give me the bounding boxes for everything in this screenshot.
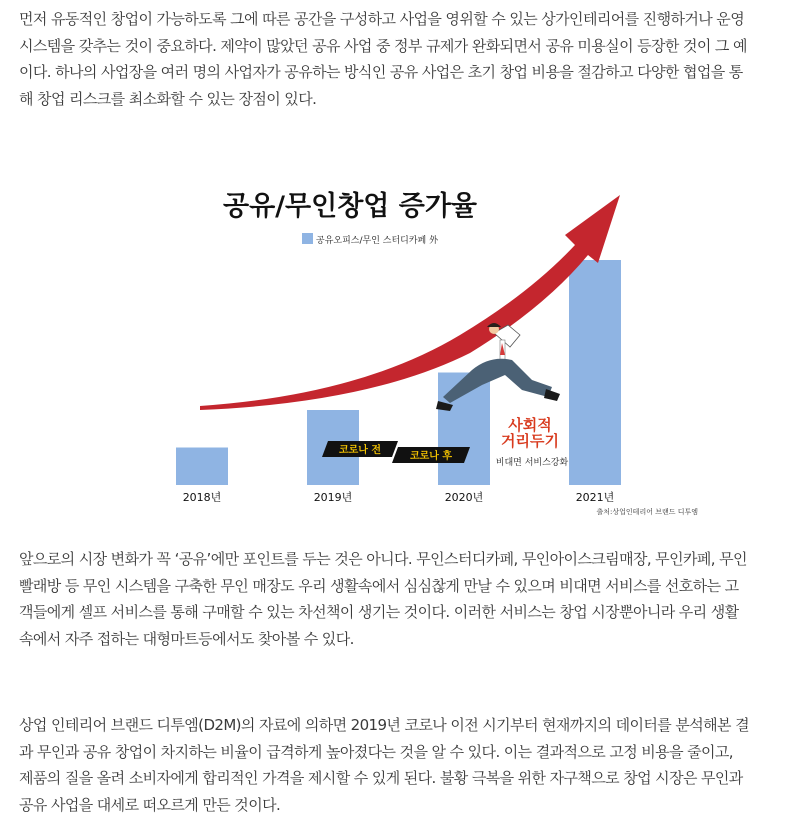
x-tick-label: 2018년 <box>182 491 222 504</box>
text-line: 공유 사업을 대세로 떠오르게 만든 것이다. <box>19 795 281 814</box>
annotation-corona-after: 코로나 후 <box>409 451 453 462</box>
text-line: 앞으로의 시장 변화가 꼭 ‘공유’에만 포인트를 두는 것은 아니다. 무인스터디카페, 무인아이스크림매장, 무인카페, 무인 <box>19 550 747 568</box>
annotation-untact: 비대면 서비스강화 <box>495 458 569 468</box>
paragraph-unmanned <box>19 546 779 652</box>
text-line: 속에서 자주 접하는 대형마트등에서도 찾아볼 수 있다. <box>19 629 354 648</box>
bar-2021년 <box>569 260 621 485</box>
legend-swatch <box>302 233 313 244</box>
text-line: 상업 인테리어 브랜드 디투엠(D2M)의 자료에 의하면 2019년 코로나 이전 시기부터 현재까지의 데이터를 분석해본 결 <box>19 716 749 734</box>
text-line: 먼저 유동적인 창업이 가능하도록 그에 따른 공간을 구성하고 사업을 영위할 수 있는 상가인테리어를 진행하거나 운영 <box>19 10 745 28</box>
growth-chart-figure <box>160 175 720 520</box>
bar-2018년 <box>176 448 228 486</box>
text-line: 시스템을 갖추는 것이 중요하다. 제약이 많았던 공유 사업 중 정부 규제가 완화되면서 공유 미용실이 등장한 것이 그 예 <box>19 36 747 55</box>
x-tick-label: 2021년 <box>575 491 615 504</box>
businessman-illustration <box>436 323 560 411</box>
text-line: 이다. 하나의 사업장을 여러 명의 사업자가 공유하는 방식인 공유 사업은 초기 창업 비용을 절감하고 다양한 협업을 통 <box>19 63 743 81</box>
text-line: 객들에게 셀프 서비스를 통해 구매할 수 있는 차선책이 생기는 것이다. 이러한 서비스는 창업 시장뿐아니라 우리 생활 <box>19 603 739 621</box>
legend-label: 공유오피스/무인 스터디카페 外 <box>316 236 439 246</box>
x-tick-label: 2020년 <box>444 491 484 504</box>
paragraph-d2m-data <box>19 712 779 818</box>
corona-after-tag <box>392 447 470 463</box>
annotation-corona-before: 코로나 전 <box>338 445 382 456</box>
text-line: 과 무인과 공유 창업이 차지하는 비율이 급격하게 높아졌다는 것을 알 수 있다. 이는 결과적으로 고정 비용을 줄이고, <box>19 742 733 761</box>
x-tick-label: 2019년 <box>313 491 353 504</box>
chart-source: 출처:상업인테리어 브랜드 디투엠 <box>596 508 698 516</box>
text-line: 제품의 질을 올려 소비자에게 합리적인 가격을 제시할 수 있게 된다. 불황 극복을 위한 자구책으로 창업 시장은 무인과 <box>19 769 743 787</box>
text-line: 빨래방 등 무인 시스템을 구축한 무인 매장도 우리 생활속에서 심심찮게 만날 수 있으며 비대면 서비스를 선호하는 고 <box>19 576 739 595</box>
x-axis-labels <box>183 490 615 504</box>
annotation-social-distance-line2: 거리두기 <box>501 432 559 450</box>
growth-chart <box>160 175 720 520</box>
paragraph-intro <box>19 6 779 112</box>
growth-arrow <box>200 195 620 410</box>
annotation-social-distance-line1: 사회적 <box>508 416 552 434</box>
text-line: 해 창업 리스크를 최소화할 수 있는 장점이 있다. <box>19 89 317 108</box>
corona-before-tag <box>322 441 398 457</box>
chart-title: 공유/무인창업 증가율 <box>223 191 477 222</box>
